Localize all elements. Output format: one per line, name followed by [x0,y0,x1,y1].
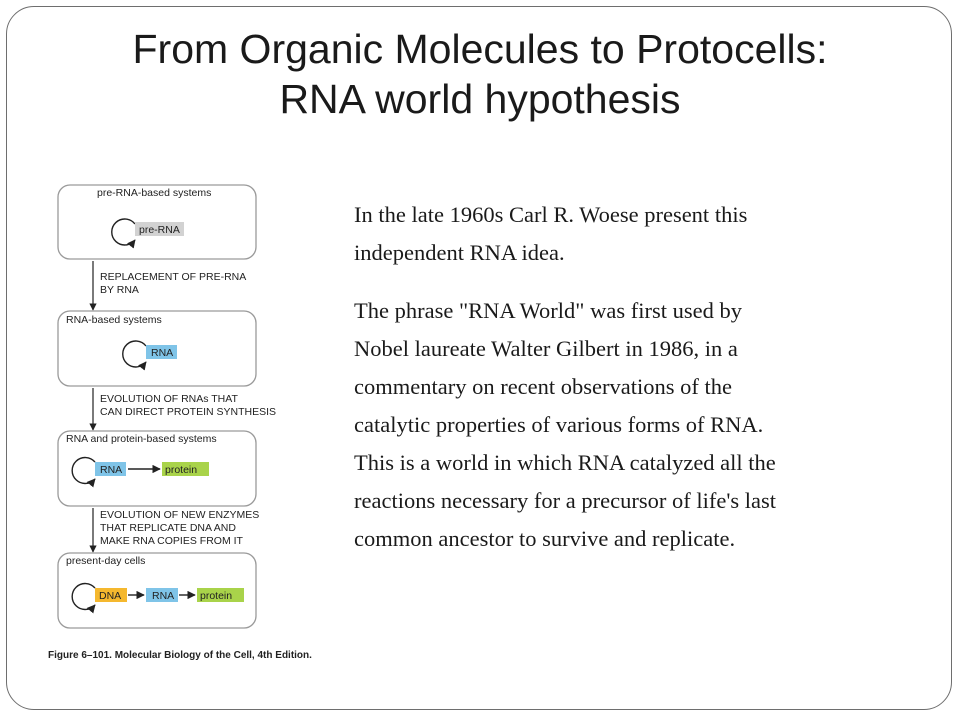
stage1-cycle-arrow [112,219,135,245]
paragraph-woese [354,196,914,272]
stage1-title: pre-RNA-based systems [97,187,212,199]
transition1-line1: REPLACEMENT OF PRE-RNA [100,271,247,283]
transition2-line2: CAN DIRECT PROTEIN SYNTHESIS [100,406,276,418]
stage3-protein-label: protein [165,464,198,476]
paragraph1-line2: independent RNA idea. [354,240,565,265]
stage3-rna-label: RNA [100,464,123,476]
stage1-pre-rna-label: pre-RNA [139,224,180,236]
stage4-protein-label: protein [200,590,233,602]
stage3-title: RNA and protein-based systems [66,433,217,445]
paragraph2-line2: Nobel laureate Walter Gilbert in 1986, in a [354,336,738,361]
paragraph-gilbert [354,292,914,558]
paragraph2-line3: commentary on recent observations of the [354,374,732,399]
stage4-cycle-arrow [72,584,95,610]
title-line-2: RNA world hypothesis [279,76,681,122]
paragraph2-line5: This is a world in which RNA catalyzed all the [354,450,776,475]
slide-title [20,24,940,124]
paragraph2-line7: common ancestor to survive and replicate. [354,526,736,551]
paragraph2-line1: The phrase "RNA World" was first used by [354,298,742,323]
stage4-title: present-day cells [66,555,146,567]
stage2-rna-label: RNA [151,347,174,359]
stage3-cycle-arrow [72,457,95,483]
stage2-title: RNA-based systems [66,314,162,326]
transition3-line3: MAKE RNA COPIES FROM IT [100,535,243,547]
stage4-rna-label: RNA [152,590,175,602]
stage4-dna-label: DNA [99,590,122,602]
transition1-line2: BY RNA [100,284,139,296]
paragraph2-line6: reactions necessary for a precursor of life's last [354,488,776,513]
transition2-line1: EVOLUTION OF RNAs THAT [100,393,238,405]
body-text [354,196,914,558]
paragraph2-line4: catalytic properties of various forms of RNA. [354,412,764,437]
figure-diagram [48,180,348,670]
title-line-1: From Organic Molecules to Protocells: [132,26,828,72]
paragraph1-line1: In the late 1960s Carl R. Woese present this [354,202,748,227]
stage2-cycle-arrow [123,341,146,367]
transition3-line2: THAT REPLICATE DNA AND [100,522,236,534]
figure-caption: Figure 6–101. Molecular Biology of the Cell, 4th Edition. [48,650,312,661]
rna-world-figure [48,180,348,670]
transition3-line1: EVOLUTION OF NEW ENZYMES [100,509,260,521]
